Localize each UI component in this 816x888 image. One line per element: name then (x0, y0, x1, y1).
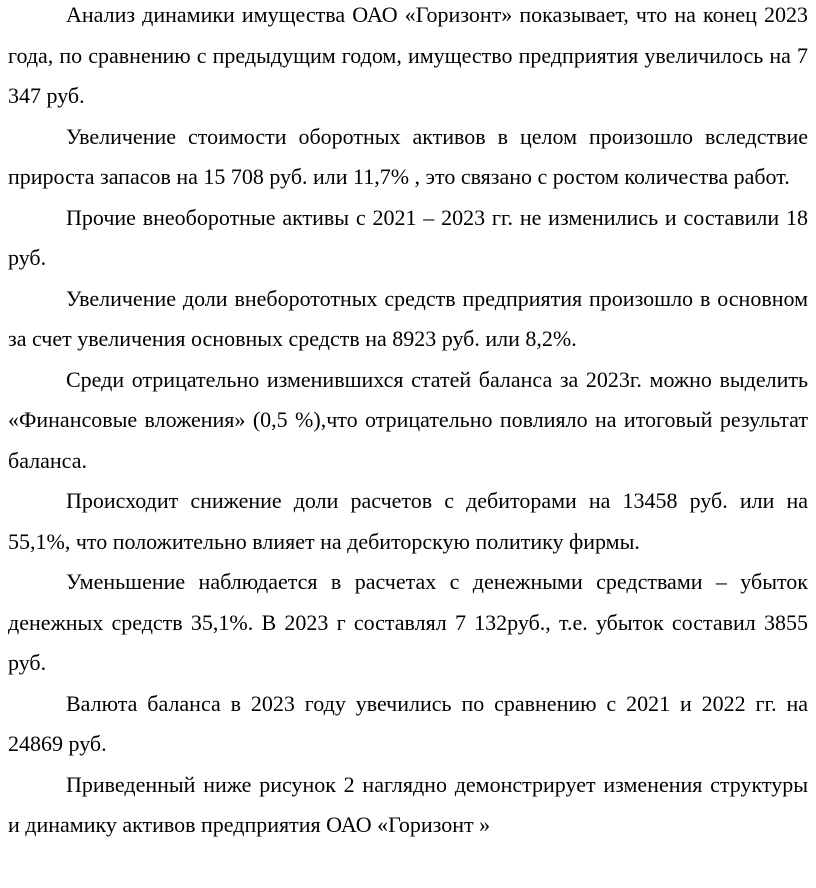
paragraph-other-noncurrent-assets: Прочие внеоборотные активы с 2021 – 2023 гг. не изменились и составили 18 руб. (8, 204, 808, 270)
paragraph-financial-investments: Среди отрицательно изменившихся статей баланса за 2023г. можно выделить «Финансовые вложения» (0,5 %),что отрицательно повлияло на итоговый результат баланса. (8, 366, 808, 473)
paragraph-receivables: Происходит снижение доли расчетов с дебиторами на 13458 руб. или на 55,1%, что положительно влияет на дебиторскую политику фирмы. (8, 488, 808, 554)
paragraph-figure-reference: Приведенный ниже рисунок 2 наглядно демонстрирует изменения структуры и динамику активов предприятия ОАО «Горизонт » (8, 771, 808, 837)
paragraph-cash: Уменьшение наблюдается в расчетах с денежными средствами – убыток денежных средств 35,1%. В 2023 г составлял 7 132руб., т.е. убыток составил 3855 руб. (8, 569, 808, 675)
paragraph-property-dynamics: Анализ динамики имущества ОАО «Горизонт» показывает, что на конец 2023 года, по сравнению с предыдущим годом, имущество предприятия увеличилось на 7 347 руб. (8, 2, 808, 108)
paragraph-balance-currency: Валюта баланса в 2023 году увечились по сравнению с 2021 и 2022 гг. на 24869 руб. (8, 690, 808, 756)
paragraph-current-assets: Увеличение стоимости оборотных активов в целом произошло вследствие прироста запасов на 15 708 руб. или 11,7% , это связано с ростом количества работ. (8, 123, 808, 189)
paragraph-noncurrent-share: Увеличение доли внеборототных средств предприятия произошло в основном за счет увеличения основных средств на 8923 руб. или 8,2%. (8, 285, 808, 351)
